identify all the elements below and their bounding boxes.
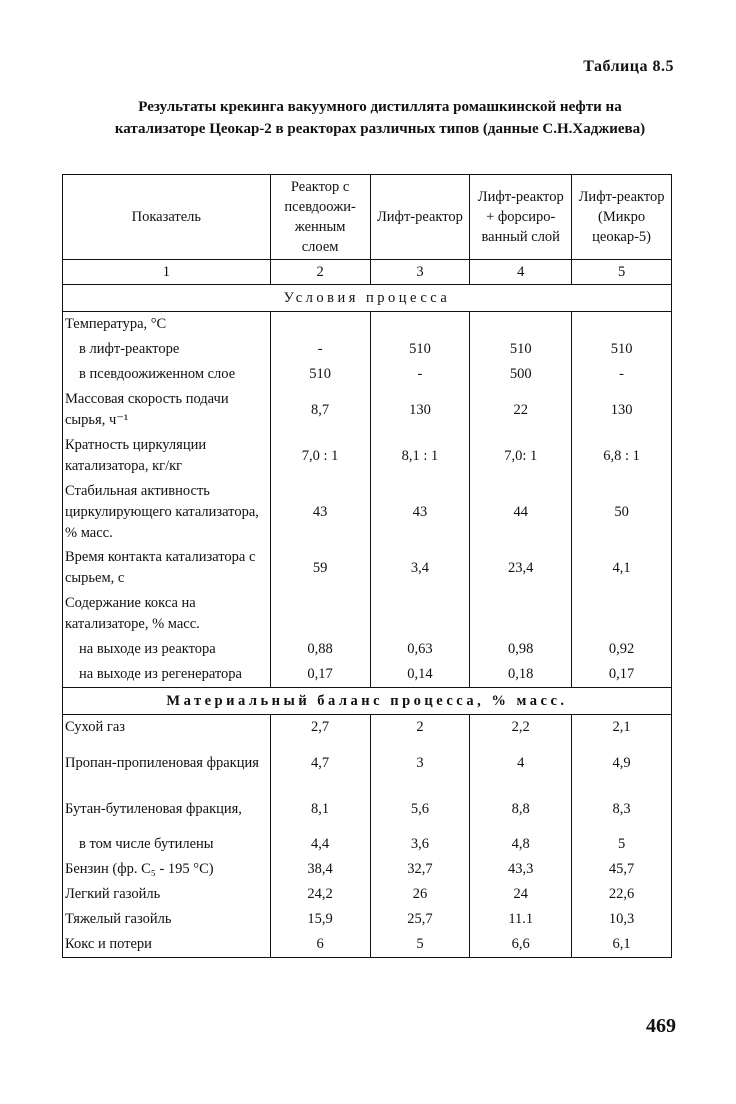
row-value: 500: [470, 362, 572, 387]
table-row: [63, 545, 672, 591]
row-value: 23,4: [470, 545, 572, 591]
row-value: [572, 312, 672, 338]
row-value: [270, 312, 370, 338]
column-number: 2: [270, 260, 370, 285]
row-label: в том числе бутилены: [63, 832, 271, 857]
row-label: Температура, °С: [63, 312, 271, 338]
row-label: Бензин (фр. С₅ - 195 °С): [63, 857, 271, 882]
table-row: [63, 433, 672, 479]
row-value: 6,8 : 1: [572, 433, 672, 479]
table-title: [70, 96, 690, 140]
table-row: [63, 591, 672, 637]
row-value: 24,2: [270, 882, 370, 907]
row-value: 3,6: [370, 832, 470, 857]
table-row: [63, 882, 672, 907]
row-value: 7,0: 1: [470, 433, 572, 479]
column-number: 5: [572, 260, 672, 285]
header-lift-reactor: Лифт-реактор: [370, 175, 470, 260]
row-label: Кратность циркуляции катализатора, кг/кг: [63, 433, 271, 479]
row-value: 50: [572, 479, 672, 545]
row-value: 25,7: [370, 907, 470, 932]
table-row: [63, 740, 672, 786]
header-row: [63, 175, 672, 260]
column-number: 3: [370, 260, 470, 285]
row-value: 11.1: [470, 907, 572, 932]
row-label: на выходе из реактора: [63, 637, 271, 662]
header-lift-reactor-microceokar: Лифт-реактор (Микро цеокар-5): [572, 175, 672, 260]
table-label: Таблица 8.5: [583, 58, 674, 75]
row-value: 15,9: [270, 907, 370, 932]
row-value: 0,17: [270, 662, 370, 688]
row-label: Массовая скорость подачи сырья, ч⁻¹: [63, 387, 271, 433]
column-numbers-row: [63, 260, 672, 285]
row-value: 6,6: [470, 932, 572, 958]
row-value: 45,7: [572, 857, 672, 882]
row-value: 510: [572, 337, 672, 362]
table-row: [63, 362, 672, 387]
row-value: [470, 312, 572, 338]
row-value: 2,7: [270, 715, 370, 741]
row-value: 43: [370, 479, 470, 545]
section-conditions: [63, 285, 672, 312]
row-label: Тяжелый газойль: [63, 907, 271, 932]
table-row: [63, 479, 672, 545]
row-value: 10,3: [572, 907, 672, 932]
header-lift-reactor-forced-bed: Лифт-реактор + форсиро- ванный слой: [470, 175, 572, 260]
row-label: на выходе из регенератора: [63, 662, 271, 688]
row-value: [270, 591, 370, 637]
row-value: 8,1 : 1: [370, 433, 470, 479]
row-value: 0,98: [470, 637, 572, 662]
row-value: 43: [270, 479, 370, 545]
row-value: 8,1: [270, 786, 370, 832]
column-number: 4: [470, 260, 572, 285]
row-value: 43,3: [470, 857, 572, 882]
row-value: [370, 312, 470, 338]
row-value: 510: [270, 362, 370, 387]
row-value: 59: [270, 545, 370, 591]
row-value: 24: [470, 882, 572, 907]
row-value: 0,63: [370, 637, 470, 662]
table-row: [63, 715, 672, 741]
row-value: 2,2: [470, 715, 572, 741]
column-number: 1: [63, 260, 271, 285]
row-value: [370, 591, 470, 637]
row-value: 3: [370, 740, 470, 786]
row-value: 2,1: [572, 715, 672, 741]
row-label: в лифт-реакторе: [63, 337, 271, 362]
row-value: 6: [270, 932, 370, 958]
row-value: 4,1: [572, 545, 672, 591]
row-label: Пропан-пропиленовая фракция: [63, 740, 271, 786]
header-indicator: Показатель: [63, 175, 271, 260]
row-label: Кокс и потери: [63, 932, 271, 958]
row-value: 44: [470, 479, 572, 545]
table-row: [63, 337, 672, 362]
title-line-1: Результаты крекинга вакуумного дистиллята ромашкинской нефти на: [138, 99, 622, 115]
table-row: [63, 387, 672, 433]
row-value: 6,1: [572, 932, 672, 958]
row-value: -: [370, 362, 470, 387]
row-value: 8,7: [270, 387, 370, 433]
page-number: 469: [646, 1015, 676, 1037]
table-row: [63, 857, 672, 882]
row-label: Бутан-бутиленовая фракция,: [63, 786, 271, 832]
row-value: 0,18: [470, 662, 572, 688]
row-value: 0,88: [270, 637, 370, 662]
table-row: [63, 907, 672, 932]
table-row: [63, 932, 672, 958]
row-value: 8,8: [470, 786, 572, 832]
row-value: 0,92: [572, 637, 672, 662]
table-row: [63, 637, 672, 662]
row-label: Легкий газойль: [63, 882, 271, 907]
row-value: -: [572, 362, 672, 387]
row-value: [470, 591, 572, 637]
row-value: 0,17: [572, 662, 672, 688]
row-value: 26: [370, 882, 470, 907]
row-value: 130: [572, 387, 672, 433]
table-row: [63, 662, 672, 688]
title-line-2: катализаторе Цеокар-2 в реакторах различных типов (данные С.Н.Хаджиева): [114, 121, 646, 137]
row-value: 4,8: [470, 832, 572, 857]
row-value: 0,14: [370, 662, 470, 688]
row-value: 4,9: [572, 740, 672, 786]
row-value: 5: [572, 832, 672, 857]
row-value: 5,6: [370, 786, 470, 832]
row-value: 2: [370, 715, 470, 741]
section-balance-title: Материальный баланс процесса, % масс.: [63, 688, 672, 715]
row-value: 130: [370, 387, 470, 433]
section-conditions-title: Условия процесса: [63, 285, 672, 312]
row-value: 32,7: [370, 857, 470, 882]
results-table: [62, 174, 672, 958]
row-value: 510: [370, 337, 470, 362]
row-value: 22,6: [572, 882, 672, 907]
row-value: [572, 591, 672, 637]
row-value: 3,4: [370, 545, 470, 591]
row-value: 8,3: [572, 786, 672, 832]
row-value: 5: [370, 932, 470, 958]
row-value: 22: [470, 387, 572, 433]
table-row: [63, 832, 672, 857]
row-value: 4,7: [270, 740, 370, 786]
header-fluidized-bed-reactor: Реактор с псевдоожи- женным слоем: [270, 175, 370, 260]
row-value: 4: [470, 740, 572, 786]
row-label: Стабильная активность циркулирующего катализатора, % масс.: [63, 479, 271, 545]
row-value: 510: [470, 337, 572, 362]
row-label: в псевдоожиженном слое: [63, 362, 271, 387]
row-label: Содержание кокса на катализаторе, % масс.: [63, 591, 271, 637]
section-balance: [63, 688, 672, 715]
table-row: [63, 786, 672, 832]
row-value: 38,4: [270, 857, 370, 882]
row-value: -: [270, 337, 370, 362]
row-label: Сухой газ: [63, 715, 271, 741]
row-label: Время контакта катализатора с сырьем, с: [63, 545, 271, 591]
table-row: [63, 312, 672, 338]
row-value: 4,4: [270, 832, 370, 857]
row-value: 7,0 : 1: [270, 433, 370, 479]
